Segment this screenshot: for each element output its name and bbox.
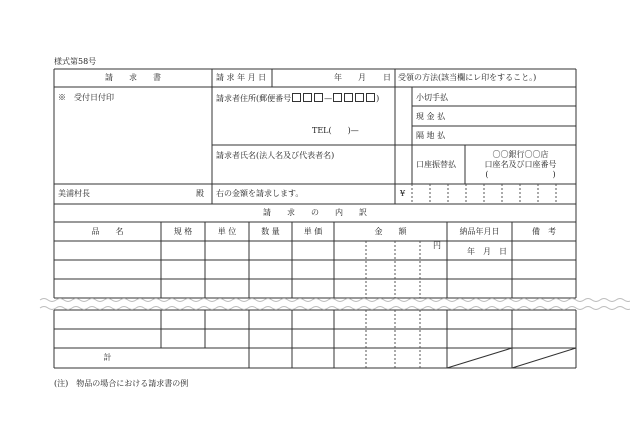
col-remarks: 備 考 <box>532 227 556 236</box>
postal-box-icon <box>303 93 312 102</box>
billing-year: 年 <box>334 73 342 82</box>
tel-label: TEL( )— <box>312 126 359 135</box>
delivery-date-fields: 年 月 日 <box>467 247 507 256</box>
name-label: 請求者氏名(法人名及び代表者名) <box>216 151 335 160</box>
yen-symbol: ¥ <box>400 189 406 198</box>
receipt-method-label: 受領の方法(該当欄にレ印をすること。) <box>398 73 537 82</box>
addressee: 美浦村長 <box>58 189 90 198</box>
postal-box-icon <box>333 93 342 102</box>
request-text: 右の金額を請求します。 <box>216 189 304 198</box>
honorific: 殿 <box>196 189 204 198</box>
total-label: 計 <box>103 353 112 362</box>
details-title: 請 求 の 内 訳 <box>263 208 367 217</box>
col-amount: 金 額 <box>374 227 407 236</box>
form-number: 様式第58号 <box>54 57 97 66</box>
method-check: 小切手払 <box>416 93 448 102</box>
yen-unit: 円 <box>433 241 441 250</box>
col-unit: 単 位 <box>217 227 237 236</box>
col-spec: 規 格 <box>173 227 193 236</box>
billing-date-label: 請 求 年 月 日 <box>216 73 267 82</box>
postal-box-icon <box>344 93 353 102</box>
receipt-stamp-label: ※ 受付日付印 <box>58 93 114 102</box>
account-paren: ( ) <box>485 170 556 179</box>
address-label: 請求者住所(郵便番号 <box>216 94 292 103</box>
col-delivery-date: 納品年月日 <box>459 227 500 236</box>
footnote: (注) 物品の場合における請求書の例 <box>54 379 189 388</box>
address-row: 請求者住所(郵便番号 — ) <box>216 94 380 103</box>
method-cash: 現 金 払 <box>416 112 446 121</box>
billing-day: 日 <box>383 73 391 82</box>
bank-label: 〇〇銀行〇〇店 <box>492 150 549 159</box>
postal-box-icon <box>355 93 364 102</box>
form-title: 請 求 書 <box>105 73 161 82</box>
col-item-name: 品 名 <box>91 227 124 236</box>
address-close: ) <box>376 94 380 103</box>
postal-box-icon <box>366 93 375 102</box>
col-unit-price: 単 価 <box>303 227 323 236</box>
col-quantity: 数 量 <box>261 227 280 236</box>
postal-box-icon <box>314 93 323 102</box>
billing-month: 月 <box>358 73 366 82</box>
account-label: 口座名及び口座番号 <box>484 160 557 169</box>
postal-box-icon <box>292 93 301 102</box>
transfer-label: 口座振替払 <box>416 160 456 169</box>
method-remote: 隔 地 払 <box>416 131 446 140</box>
